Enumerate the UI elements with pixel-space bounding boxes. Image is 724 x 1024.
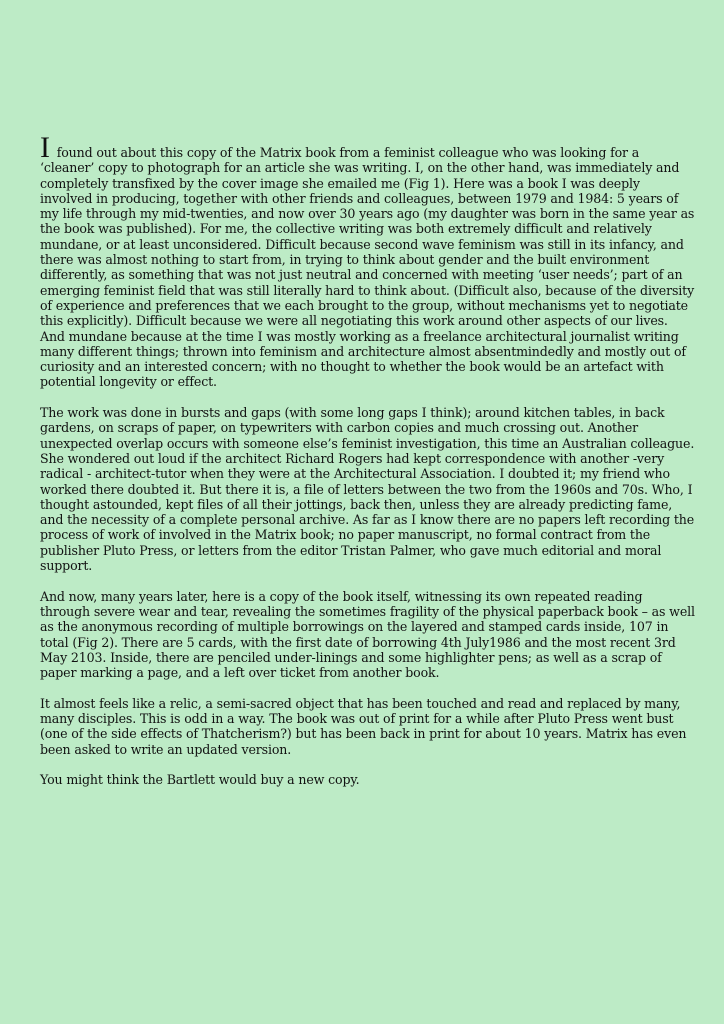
drop-cap: I (40, 131, 50, 164)
paragraph-1 (40, 131, 695, 390)
paragraph-5: You might think the Bartlett would buy a new copy. (40, 772, 360, 788)
paragraph-3: And now, many years later, here is a copy of the book itself, witnessing its own repeated reading through severe wear and tear, revealing the sometimes fragility of the physical paperback book – as well as the anonymous recording of multiple borrowings on the layered and stamped cards inside, 107 in total (Fig 2). There are 5 cards, with the first date of borrowing 4th July1986 and the most recent 3rd May 2103. Inside, there are penciled under-linings and some highlighter pens; as well as a scrap of paper marking a page, and a left over ticket from another book. (40, 588, 695, 681)
paragraph-4: It almost feels like a relic, a semi-sacred object that has been touched and read and replaced by many, many disciples. This is odd in a way. The book was out of print for a while after Pluto Press went bust (one of the side effects of Thatcherism?) but has been back in print for about 10 years. Matrix has even been asked to write an updated version. (40, 695, 687, 757)
paragraph-2: The work was done in bursts and gaps (with some long gaps I think); around kitchen tables, in back gardens, on scraps of paper, on typewriters with carbon copies and much crossing out. Another unexpected overlap occurs with someone else’s feminist investigation, this time an Australian colleague. She wondered out loud if the architect Richard Rogers had kept correspondence with another -very radical - architect-tutor when they were at the Architectural Association. I doubted it; my friend who worked there doubted it. But there it is, a file of letters between the two from the 1960s and 70s. Who, I thought astounded, kept files of all their jottings, back then, unless they are already predicting fame, and the necessity of a complete personal archive. As far as I know there are no papers left recording the process of work of involved in the Matrix book; no paper manuscript, no formal contract from the publisher Pluto Press, or letters from the editor Tristan Palmer, who gave much editorial and moral support. (40, 405, 695, 574)
article-body (40, 131, 695, 803)
paragraph-1-text: found out about this copy of the Matrix book from a feminist colleague who was looking for a ‘cleaner’ copy to photograph for an article she was writing. I, on the other hand, was immediately and completely transfixed by the cover image she emailed me (Fig 1). Here was a book I was deeply involved in producing, together with other friends and colleagues, between 1979 and 1984: 5 years of my life through my mid-twenties, and now over 30 years ago (my daughter was born in the same year as the book was published). For me, the collective writing was both extremely difficult and relatively mundane, or at least unconsidered. Difficult because second wave feminism was still in its infancy, and there was almost nothing to start from, in trying to think about gender and the built environment differently, as something that was not just neutral and concerned with meeting ‘user needs’; part of an emerging feminist field that was still literally hard to think about. (Difficult also, because of the diversity of experience and preferences that we each brought to the group, without mechanisms yet to negotiate this explicitly). Difficult because we were all negotiating this work around other aspects of our lives. And mundane because at the time I was mostly working as a freelance architectural journalist writing many different things; thrown into feminism and architecture almost absentmindedly and mostly out of curiosity and an interested concern; with no thought to whether the book would be an artefact with potential longevity or effect. (40, 145, 695, 390)
